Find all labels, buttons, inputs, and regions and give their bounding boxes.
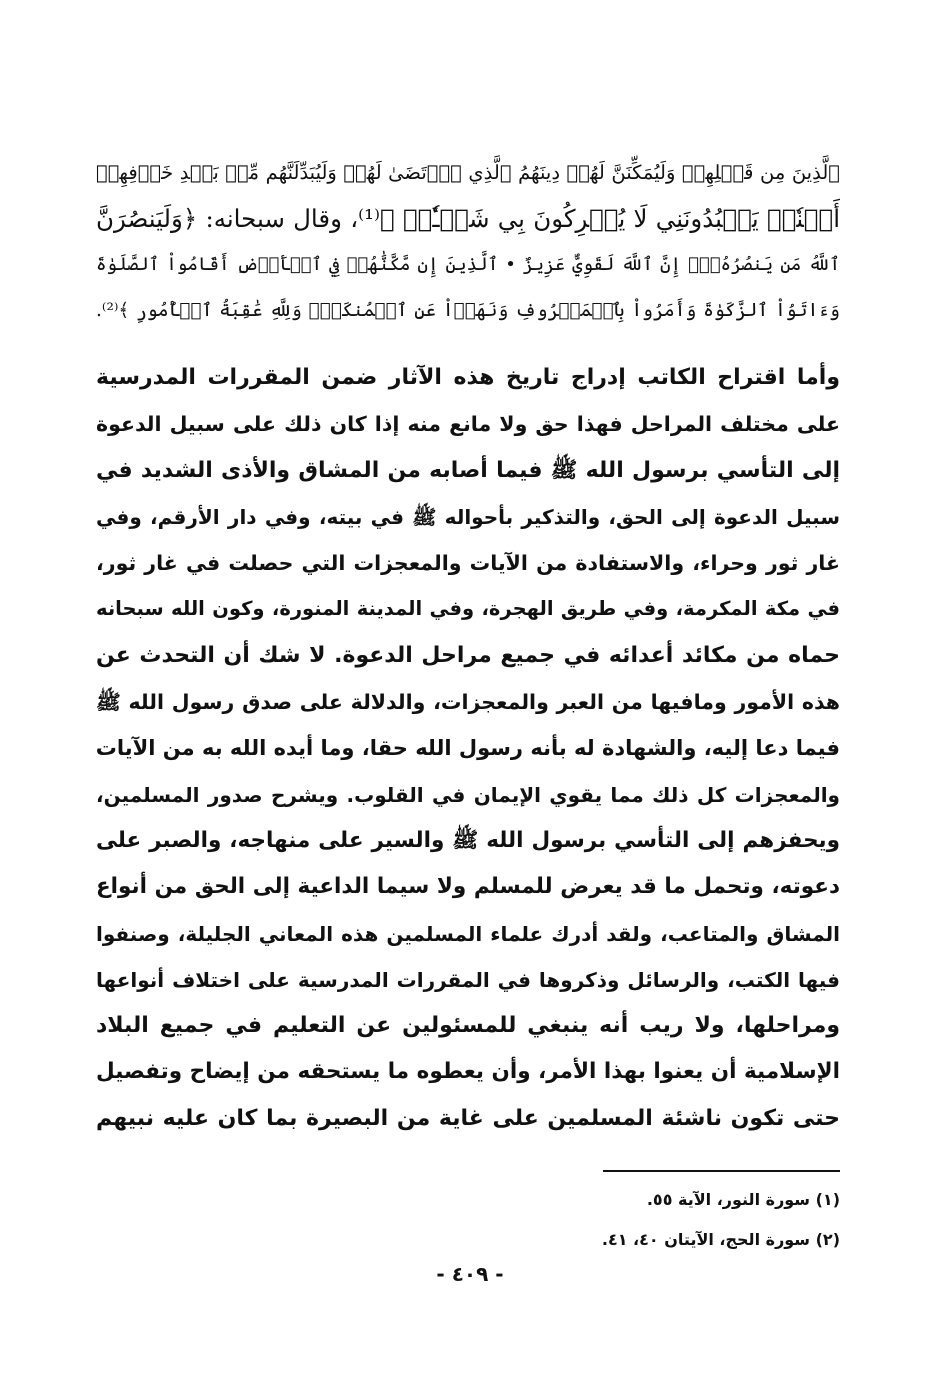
body-line: حتى تكون ناشئة المسلمين على غاية من البصيرة بما كان عليه نبيهم: [96, 1105, 840, 1131]
footnotes: [240, 1180, 840, 1260]
body-line: سبيل الدعوة إلى الحق، والتذكير بأحواله ﷺ في بيته، وفي دار الأرقم، وفي: [96, 504, 840, 529]
body-line: فيها الكتب، والرسائل وذكروها في المقررات المدرسية على اختلاف أنواعها: [96, 967, 840, 992]
body-line: غار ثور وحراء، والاستفادة من الآيات والمعجزات التي حصلت في غار ثور،: [96, 551, 840, 576]
body-line: الإسلامية أن يعنوا بهذا الأمر، وأن يعطوه ما يستحقه من إيضاح وتفصيل: [96, 1059, 840, 1085]
quran-line: ٱلَّذِينَ مِن قَبۡلِهِمۡ وَلَيُمَكِّنَنَّ لَهُمۡ دِينَهُمُ ٱلَّذِي ٱرۡتَضَىٰ لَهُمۡ وَلَيُبَدِّلَنَّهُم مِّنۢ بَعۡدِ خَوۡفِهِمۡ: [96, 161, 840, 184]
body-line: حماه من مكائد أعدائه في جميع مراحل الدعوة. لا شك أن التحدث عن: [96, 642, 840, 668]
body-line: والمعجزات كل ذلك مما يقوي الإيمان في القلوب. ويشرح صدور المسلمين،: [96, 782, 840, 807]
quran-line: ٱللَّهُ مَن يَنصُرُهُۥٓۚ إِنَّ ٱللَّهَ لَقَوِيٌّ عَزِيزٌ • ٱلَّذِينَ إِن مَّكَّنَّٰهُمۡ فِي ٱلۡأَرۡضِ أَقَامُواْ ٱلصَّلَوٰةَ: [96, 254, 840, 275]
body-line: هذه الأمور ومافيها من العبر والمعجزات، والدلالة على صدق رسول الله ﷺ: [96, 690, 840, 715]
body-line: في مكة المكرمة، وفي طريق الهجرة، وفي المدينة المنورة، وكون الله سبحانه: [96, 597, 840, 621]
quran-line: أَمۡنٗاۚ يَعۡبُدُونَنِي لَا يُشۡرِكُونَ بِي شَيۡـٔٗاۚ ﴾⁽¹⁾، وقال سبحانه: ﴿وَلَيَنصُرَنَّ: [96, 204, 840, 233]
footnote-divider: [603, 1170, 840, 1172]
page-number: - ٤٠٩ -: [436, 1262, 504, 1286]
quran-verse-block: [96, 150, 840, 334]
body-line: فيما دعا إليه، والشهادة له بأنه رسول الله حقا، وما أيده الله به من الآيات: [96, 736, 840, 761]
body-line: على مختلف المراحل فهذا حق ولا مانع منه إذا كان ذلك على سبيل الدعوة: [96, 412, 840, 437]
body-line: ويحفزهم إلى التأسي برسول الله ﷺ والسير على منهاجه، والصبر على: [96, 827, 840, 853]
body-line: دعوته، وتحمل ما قد يعرض للمسلم ولا سيما الداعية إلى الحق من أنواع: [96, 874, 840, 900]
footnote: (٢) سورة الحج، الآيتان ٤٠، ٤١.: [601, 1230, 840, 1249]
body-line: وأما اقتراح الكاتب إدراج تاريخ هذه الآثار ضمن المقررات المدرسية: [96, 365, 840, 390]
quran-line: وَءَاتَوُاْ ٱلزَّكَوٰةَ وَأَمَرُواْ بِٱلۡمَعۡرُوفِ وَنَهَوۡاْ عَنِ ٱلۡمُنكَرِۗ وَلِلَّهِ عَٰقِبَةُ ٱلۡأُمُورِ ﴾⁽²⁾.: [96, 300, 840, 321]
body-text: [96, 355, 840, 1142]
body-line: المشاق والمتاعب، ولقد أدرك علماء المسلمين هذه المعاني الجليلة، وصنفوا: [96, 921, 840, 946]
body-line: ومراحلها، ولا ريب أنه ينبغي للمسئولين عن التعليم في جميع البلاد: [96, 1013, 840, 1039]
footnote: (١) سورة النور، الآية ٥٥.: [646, 1190, 840, 1209]
body-line: إلى التأسي برسول الله ﷺ فيما أصابه من المشاق والأذى الشديد في: [96, 457, 840, 483]
